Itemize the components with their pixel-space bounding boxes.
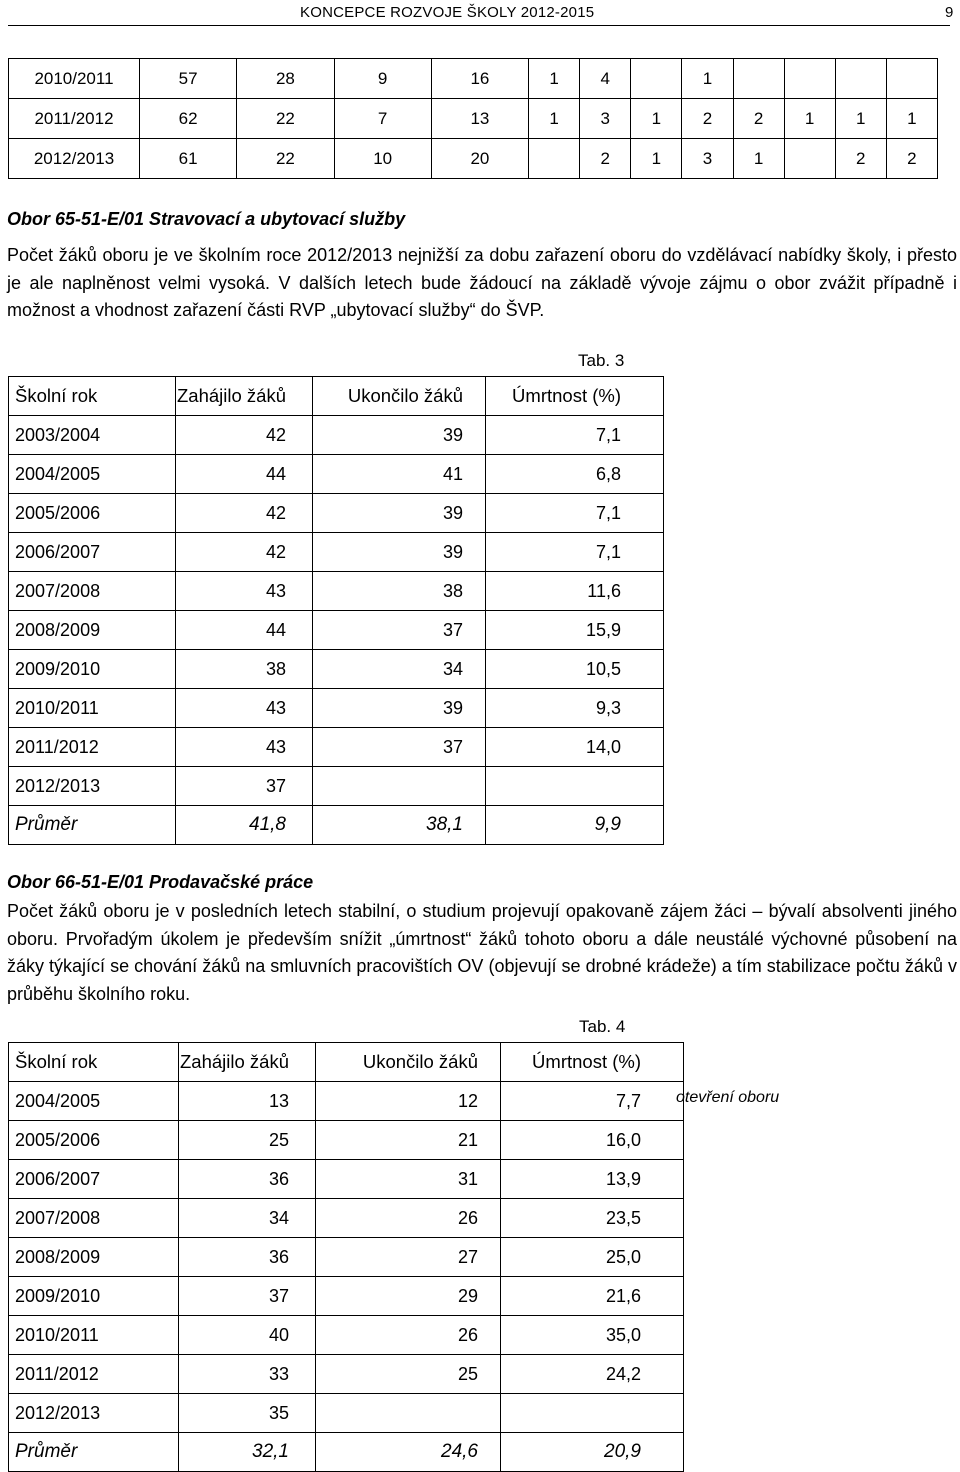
header-row — [9, 377, 664, 416]
table-cell: 43 — [176, 689, 313, 728]
table-cell: 2010/2011 — [9, 689, 176, 728]
table-cell: 2008/2009 — [9, 611, 176, 650]
table-row — [9, 1238, 684, 1277]
value-cell: 3 — [682, 139, 733, 179]
value-cell: 1 — [835, 99, 886, 139]
table-cell: 2004/2005 — [9, 455, 176, 494]
table-cell: 7,1 — [486, 494, 664, 533]
table-cell: 2003/2004 — [9, 416, 176, 455]
table-row — [9, 455, 664, 494]
value-cell: 1 — [631, 99, 682, 139]
value-cell: 22 — [237, 99, 334, 139]
table-row — [9, 139, 938, 179]
value-cell: 9 — [334, 59, 431, 99]
section2-paragraph: Počet žáků oboru je v posledních letech stabilní, o studium projevují opakovaně zájem žáci – bývalí absolventi jiného oboru. Prvořadým úkolem je především snížit „úmrtnost“ žáků tohoto oboru a dále neustálé výchovné působení na žáky týkající se chování žáků na smluvních pracovištích OV (objevují se drobné krádeže) a tím stabilizace počtu žáků v průběhu školního roku. — [7, 901, 957, 1004]
table-cell: 2012/2013 — [9, 767, 176, 806]
value-cell — [784, 59, 835, 99]
value-cell — [631, 59, 682, 99]
table-row — [9, 494, 664, 533]
table-cell: 34 — [313, 650, 486, 689]
table-cell: 2012/2013 — [9, 1394, 179, 1433]
value-cell: 2 — [886, 139, 937, 179]
column-header: Školní rok — [9, 377, 176, 416]
value-cell: 1 — [631, 139, 682, 179]
table-cell: 16,0 — [501, 1121, 684, 1160]
table4-note: otevření oboru — [676, 1089, 780, 1106]
table-row — [9, 611, 664, 650]
table-cell — [486, 767, 664, 806]
value-cell: 4 — [580, 59, 631, 99]
table-row — [9, 1394, 684, 1433]
table-cell: 2006/2007 — [9, 533, 176, 572]
table-row — [9, 1199, 684, 1238]
table-cell: 42 — [176, 416, 313, 455]
table-cell: 2010/2011 — [9, 1316, 179, 1355]
value-cell — [733, 59, 784, 99]
value-cell: 2 — [733, 99, 784, 139]
table-cell: 39 — [313, 416, 486, 455]
value-cell: 22 — [237, 139, 334, 179]
header-row — [9, 1043, 684, 1082]
table-cell: 37 — [179, 1277, 316, 1316]
table-cell: 36 — [179, 1160, 316, 1199]
table-cell — [313, 767, 486, 806]
table-cell: 25,0 — [501, 1238, 684, 1277]
value-cell: 2 — [835, 139, 886, 179]
table-cell: 11,6 — [486, 572, 664, 611]
table-cell: 34 — [179, 1199, 316, 1238]
table-cell: 2007/2008 — [9, 1199, 179, 1238]
table-cell: 25 — [179, 1121, 316, 1160]
table-cell: 38,1 — [313, 806, 486, 845]
table-cell: 15,9 — [486, 611, 664, 650]
table-cell: 37 — [313, 611, 486, 650]
table-row — [9, 99, 938, 139]
value-cell: 13 — [431, 99, 528, 139]
table-cell: 35 — [179, 1394, 316, 1433]
column-header: Zahájilo žáků — [176, 377, 313, 416]
table-cell: 2009/2010 — [9, 650, 176, 689]
table-cell: 9,3 — [486, 689, 664, 728]
column-header: Ukončilo žáků — [313, 377, 486, 416]
table-cell: 25 — [316, 1355, 501, 1394]
value-cell: 1 — [529, 59, 580, 99]
table-cell: 42 — [176, 494, 313, 533]
table-row — [9, 728, 664, 767]
table-row — [9, 533, 664, 572]
year-cell: 2011/2012 — [9, 99, 140, 139]
column-header: Úmrtnost (%) — [501, 1043, 684, 1082]
section1-paragraph: Počet žáků oboru je ve školním roce 2012/2013 nejnižší za dobu zařazení oboru do vzdělávací nabídky školy, i přesto je ale naplněnost velmi vysoká. V dalších letech bude žádoucí na základě vývoje zájmu o obor zvážit případně i možnost a vhodnost zařazení části RVP „ubytovací služby“ do ŠVP. — [7, 245, 957, 320]
table-cell: 2011/2012 — [9, 1355, 179, 1394]
value-cell: 1 — [733, 139, 784, 179]
page-header — [0, 0, 960, 27]
value-cell: 1 — [682, 59, 733, 99]
header-title: KONCEPCE ROZVOJE ŠKOLY 2012-2015 — [300, 4, 595, 21]
value-cell: 7 — [334, 99, 431, 139]
value-cell: 28 — [237, 59, 334, 99]
table-row — [9, 1316, 684, 1355]
table-cell: 39 — [313, 494, 486, 533]
table-cell: 2005/2006 — [9, 1121, 179, 1160]
table-cell: 37 — [176, 767, 313, 806]
table-cell: 2008/2009 — [9, 1238, 179, 1277]
table-cell: 43 — [176, 728, 313, 767]
table-cell: 2009/2010 — [9, 1277, 179, 1316]
average-row — [9, 806, 664, 845]
table-cell: 9,9 — [486, 806, 664, 845]
value-cell: 3 — [580, 99, 631, 139]
table-cell: 14,0 — [486, 728, 664, 767]
value-cell: 16 — [431, 59, 528, 99]
table-row — [9, 59, 938, 99]
table-cell: 44 — [176, 455, 313, 494]
table-cell: 27 — [316, 1238, 501, 1277]
table-cell: Průměr — [9, 806, 176, 845]
table-cell: 2007/2008 — [9, 572, 176, 611]
column-header: Školní rok — [9, 1043, 179, 1082]
table-cell: 43 — [176, 572, 313, 611]
table-cell: 39 — [313, 689, 486, 728]
table-cell: 21,6 — [501, 1277, 684, 1316]
table-row — [9, 1160, 684, 1199]
table-4 — [8, 1042, 684, 1472]
table-cell: 41,8 — [176, 806, 313, 845]
table-cell: 39 — [313, 533, 486, 572]
table-cell: 2004/2005 — [9, 1082, 179, 1121]
table-cell: 40 — [179, 1316, 316, 1355]
table-cell: 41 — [313, 455, 486, 494]
column-header: Ukončilo žáků — [316, 1043, 501, 1082]
table-cell: 2006/2007 — [9, 1160, 179, 1199]
table-cell: Průměr — [9, 1433, 179, 1472]
table-3 — [8, 376, 664, 845]
value-cell: 57 — [140, 59, 237, 99]
table-row — [9, 1355, 684, 1394]
value-cell: 10 — [334, 139, 431, 179]
table-cell: 20,9 — [501, 1433, 684, 1472]
value-cell: 1 — [784, 99, 835, 139]
section2-heading: Obor 66-51-E/01 Prodavačské práce — [7, 872, 314, 892]
column-header: Úmrtnost (%) — [486, 377, 664, 416]
table-cell: 21 — [316, 1121, 501, 1160]
table-row — [9, 1277, 684, 1316]
table-cell: 7,1 — [486, 416, 664, 455]
table-row — [9, 572, 664, 611]
table-cell: 32,1 — [179, 1433, 316, 1472]
table-cell — [316, 1394, 501, 1433]
table-cell: 31 — [316, 1160, 501, 1199]
table-cell: 10,5 — [486, 650, 664, 689]
column-header: Zahájilo žáků — [179, 1043, 316, 1082]
table-cell: 7,1 — [486, 533, 664, 572]
section1-heading: Obor 65-51-E/01 Stravovací a ubytovací služby — [7, 209, 406, 229]
table-cell: 44 — [176, 611, 313, 650]
table-cell: 35,0 — [501, 1316, 684, 1355]
table-cell — [501, 1394, 684, 1433]
table-cell: 26 — [316, 1199, 501, 1238]
table-row — [9, 416, 664, 455]
tab4-label: Tab. 4 — [579, 1017, 626, 1036]
table-cell: 36 — [179, 1238, 316, 1277]
table-row — [9, 1082, 684, 1121]
value-cell: 20 — [431, 139, 528, 179]
year-cell: 2010/2011 — [9, 59, 140, 99]
value-cell: 61 — [140, 139, 237, 179]
table-cell: 7,7 — [501, 1082, 684, 1121]
table-cell: 42 — [176, 533, 313, 572]
table-cell: 29 — [316, 1277, 501, 1316]
value-cell — [886, 59, 937, 99]
header-rule — [8, 25, 950, 26]
table-cell: 33 — [179, 1355, 316, 1394]
year-cell: 2012/2013 — [9, 139, 140, 179]
value-cell: 1 — [529, 99, 580, 139]
value-cell: 2 — [682, 99, 733, 139]
table-row — [9, 650, 664, 689]
value-cell — [529, 139, 580, 179]
table-cell: 37 — [313, 728, 486, 767]
table-cell: 38 — [313, 572, 486, 611]
table-row — [9, 767, 664, 806]
table-row — [9, 689, 664, 728]
table-cell: 38 — [176, 650, 313, 689]
tab3-label: Tab. 3 — [578, 351, 625, 370]
value-cell — [784, 139, 835, 179]
table-cell: 24,6 — [316, 1433, 501, 1472]
table-row — [9, 1121, 684, 1160]
table-cell: 26 — [316, 1316, 501, 1355]
value-cell: 62 — [140, 99, 237, 139]
value-cell: 1 — [886, 99, 937, 139]
table-cell: 12 — [316, 1082, 501, 1121]
table-cell: 24,2 — [501, 1355, 684, 1394]
value-cell: 2 — [580, 139, 631, 179]
table-cell: 2005/2006 — [9, 494, 176, 533]
value-cell — [835, 59, 886, 99]
table-cell: 2011/2012 — [9, 728, 176, 767]
table-cell: 6,8 — [486, 455, 664, 494]
table-cell: 13 — [179, 1082, 316, 1121]
top-table — [8, 58, 938, 179]
page-number: 9 — [945, 4, 954, 21]
table-cell: 23,5 — [501, 1199, 684, 1238]
table-cell: 13,9 — [501, 1160, 684, 1199]
average-row — [9, 1433, 684, 1472]
